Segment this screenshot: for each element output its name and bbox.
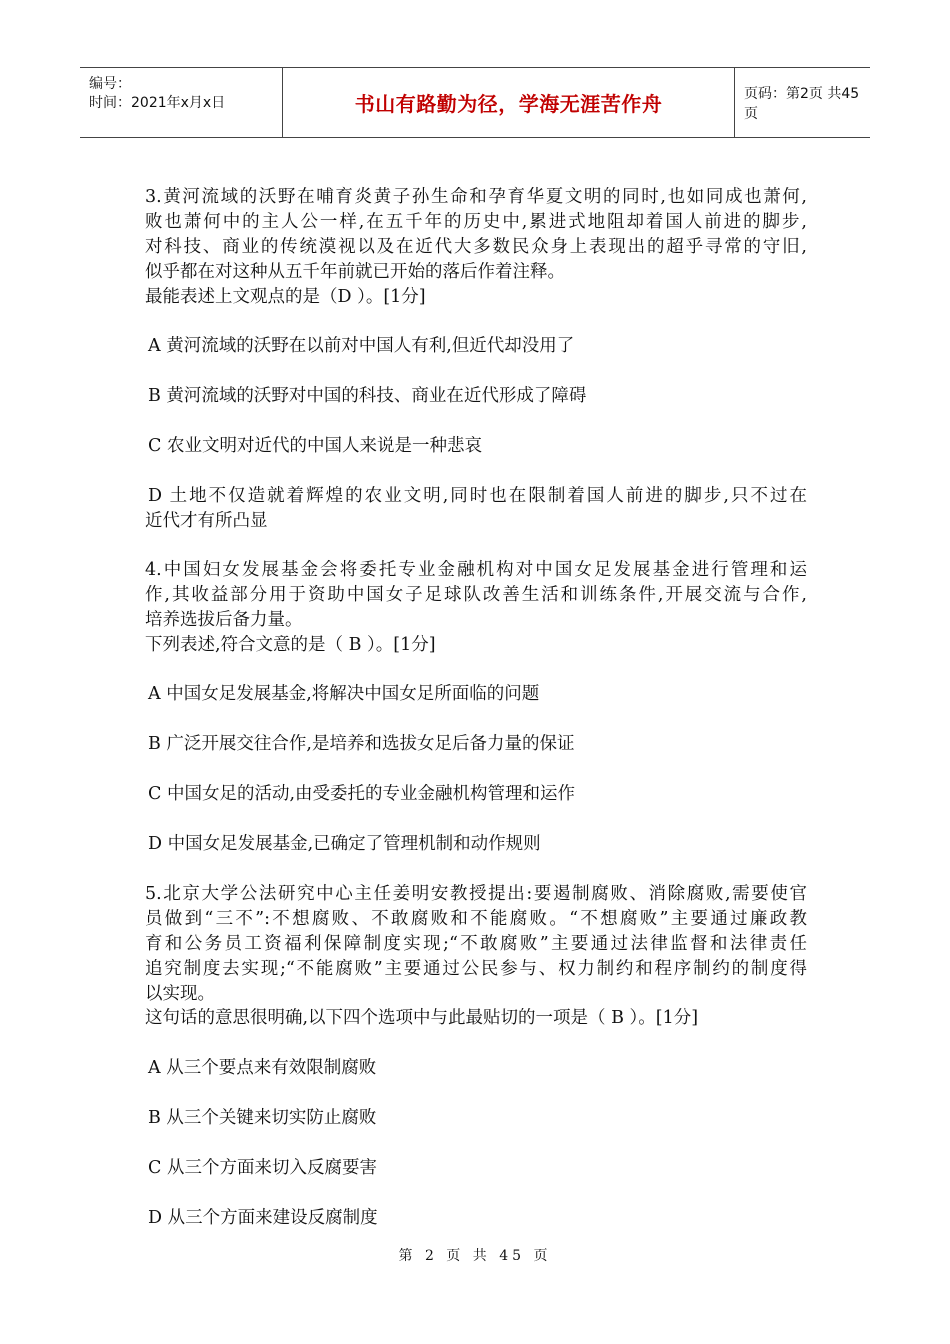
page-header <box>80 67 870 138</box>
q4-passage-line: 作,其收益部分用于资助中国女子足球队改善生活和训练条件,开展交流与合作, <box>145 585 807 605</box>
q3-option-d-continued: 近代才有所凸显 <box>145 511 268 531</box>
document-number-label: 编号： <box>89 76 131 92</box>
q3-option-a: A 黄河流域的沃野在以前对中国人有利,但近代却没用了 <box>148 336 575 356</box>
document-date-label: 时间：2021年x月x日 <box>89 95 226 111</box>
q4-passage-line: 4.中国妇女发展基金会将委托专业金融机构对中国女足发展基金进行管理和运 <box>145 560 807 580</box>
header-info-cell <box>80 68 282 137</box>
q5-option-c: C 从三个方面来切入反腐要害 <box>148 1158 377 1178</box>
q5-option-a: A 从三个要点来有效限制腐败 <box>148 1058 377 1078</box>
q4-option-c: C 中国女足的活动,由受委托的专业金融机构管理和运作 <box>148 784 576 804</box>
q4-option-a: A 中国女足发展基金,将解决中国女足所面临的问题 <box>148 684 540 704</box>
q5-question: 这句话的意思很明确,以下四个选项中与此最贴切的一项是（ B ）。[1分] <box>145 1008 699 1028</box>
q4-option-d: D 中国女足发展基金,已确定了管理机制和动作规则 <box>148 834 541 854</box>
q5-passage-line: 以实现。 <box>145 984 215 1004</box>
q3-passage-line: 3.黄河流域的沃野在哺育炎黄子孙生命和孕育华夏文明的同时,也如同成也萧何, <box>145 187 807 207</box>
q5-passage-line: 育和公务员工资福利保障制度实现;“不敢腐败”主要通过法律监督和法律责任 <box>145 934 807 954</box>
q4-option-b: B 广泛开展交往合作,是培养和选拔女足后备力量的保证 <box>148 734 575 754</box>
q3-option-d: D 土地不仅造就着辉煌的农业文明,同时也在限制着国人前进的脚步,只不过在 <box>148 486 807 506</box>
q5-option-b: B 从三个关键来切实防止腐败 <box>148 1108 377 1128</box>
q3-option-b: B 黄河流域的沃野对中国的科技、商业在近代形成了障碍 <box>148 386 587 406</box>
header-page-cell <box>734 68 870 137</box>
q3-passage-line: 败也萧何中的主人公一样,在五千年的历史中,累进式地阻却着国人前进的脚步, <box>145 212 807 232</box>
page-count-label: 页码：第2页 共45页 <box>744 85 860 122</box>
header-motto-cell <box>282 68 735 137</box>
q5-passage-line: 5.北京大学公法研究中心主任姜明安教授提出:要遏制腐败、消除腐败,需要使官 <box>145 884 807 904</box>
q3-passage-line: 对科技、商业的传统漠视以及在近代大多数民众身上表现出的超乎寻常的守旧, <box>145 237 807 257</box>
q4-question: 下列表述,符合文意的是（ B ）。[1分] <box>145 635 436 655</box>
motto-text: 书山有路勤为径，学海无涯苦作舟 <box>354 92 663 116</box>
q5-option-d: D 从三个方面来建设反腐制度 <box>148 1208 378 1228</box>
page-footer: 第 2 页 共 45 页 <box>398 1248 552 1264</box>
q3-question: 最能表述上文观点的是（D ）。[1分] <box>145 287 426 307</box>
q5-passage-line: 追究制度去实现;“不能腐败”主要通过公民参与、权力制约和程序制约的制度得 <box>145 959 807 979</box>
q3-option-c: C 农业文明对近代的中国人来说是一种悲哀 <box>148 436 482 456</box>
q4-passage-line: 培养选拔后备力量。 <box>145 610 303 630</box>
q3-passage-line: 似乎都在对这种从五千年前就已开始的落后作着注释。 <box>145 262 565 282</box>
q5-passage-line: 员做到“三不”:不想腐败、不敢腐败和不能腐败。“不想腐败”主要通过廉政教 <box>145 909 807 929</box>
